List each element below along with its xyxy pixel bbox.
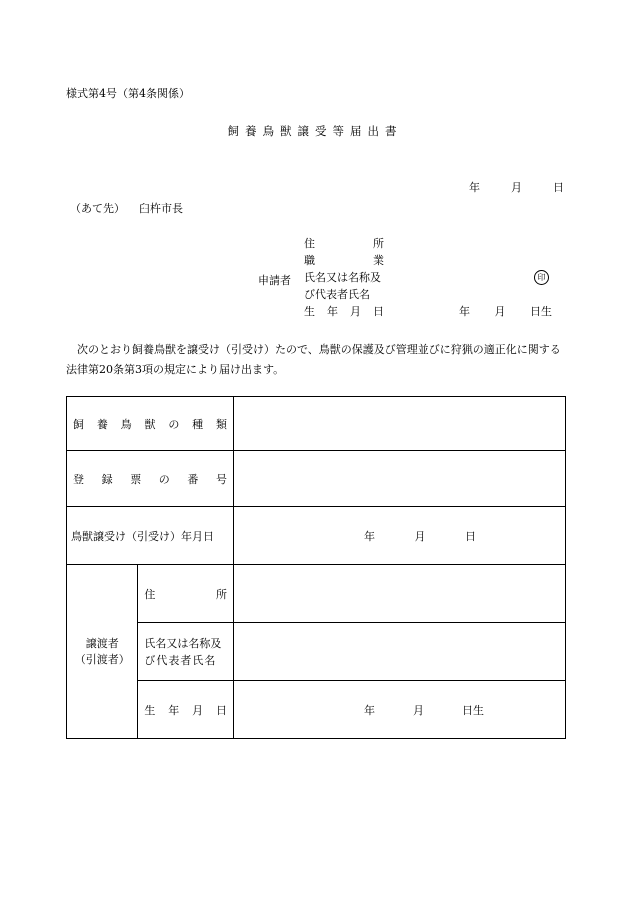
transferor-dob-label: 生 年 月 日 <box>138 681 234 739</box>
applicant-name-label-2: び代表者氏名 <box>304 288 370 301</box>
registration-row <box>67 451 566 507</box>
transferor-address-input[interactable] <box>234 565 566 623</box>
registration-input[interactable] <box>234 451 566 507</box>
dob-day: 日生 <box>530 305 552 318</box>
species-row <box>67 397 566 451</box>
applicant-block <box>304 235 384 320</box>
body-text: 次のとおり飼養鳥獣を譲受け（引受け）たので、鳥獣の保護及び管理並びに狩猟の適正化に関する法律第20条第3項の規定により届け出ます。 <box>66 343 561 376</box>
applicant-dob-label <box>304 303 384 320</box>
addressee-name: 臼杵市長 <box>139 202 183 215</box>
transferor-line-2: （引渡者） <box>74 652 130 666</box>
registration-label: 登 録 票 の 番 号 <box>67 451 234 507</box>
dob-char: 年 <box>327 305 338 318</box>
addressee-prefix: （あて先） <box>70 202 125 215</box>
transferor-label <box>67 565 138 739</box>
transfer-date-row <box>67 507 566 565</box>
day-label: 日 <box>553 181 564 194</box>
transferor-address-row <box>67 565 566 623</box>
transferor-name-label: 氏名又は名称及 び代表者氏名 <box>138 623 234 681</box>
transferor-address-label: 住 所 <box>138 565 234 623</box>
document-title: 飼養鳥獣譲受等届出書 <box>227 124 403 138</box>
occupation-char: 職 <box>304 254 315 267</box>
dob-char: 生 <box>304 305 315 318</box>
month-label: 月 <box>511 181 522 194</box>
dob-year: 年 <box>459 305 470 318</box>
applicant-address-label <box>304 235 384 252</box>
transfer-form-table <box>66 396 566 739</box>
year-label: 年 <box>469 181 480 194</box>
form-number: 様式第4号（第4条関係） <box>66 87 190 100</box>
transfer-date-input[interactable]: 年 月 日 <box>234 507 566 565</box>
applicant-occupation-label <box>304 252 384 269</box>
applicant-name-label-1: 氏名又は名称及 <box>304 271 381 284</box>
transferor-name-input[interactable] <box>234 623 566 681</box>
addressee <box>70 200 183 216</box>
transfer-date-label: 鳥獣譲受け（引受け）年月日 <box>67 507 234 565</box>
occupation-char: 業 <box>373 254 384 267</box>
submission-date <box>469 179 564 195</box>
transferor-dob-row <box>67 681 566 739</box>
dob-char: 月 <box>350 305 361 318</box>
transferor-dob-input[interactable]: 年 月 日生 <box>234 681 566 739</box>
seal-icon: 印 <box>534 270 549 285</box>
transferor-line-1: 譲渡者 <box>85 636 119 650</box>
dob-month: 月 <box>494 305 506 318</box>
dob-char: 日 <box>373 305 384 318</box>
address-char: 所 <box>373 237 384 250</box>
transferor-name-row <box>67 623 566 681</box>
applicant-dob-value <box>459 303 552 319</box>
address-char: 住 <box>304 237 315 250</box>
applicant-label: 申請者 <box>258 274 291 287</box>
species-label: 飼 養 鳥 獣 の 種 類 <box>67 397 234 451</box>
species-input[interactable] <box>234 397 566 451</box>
